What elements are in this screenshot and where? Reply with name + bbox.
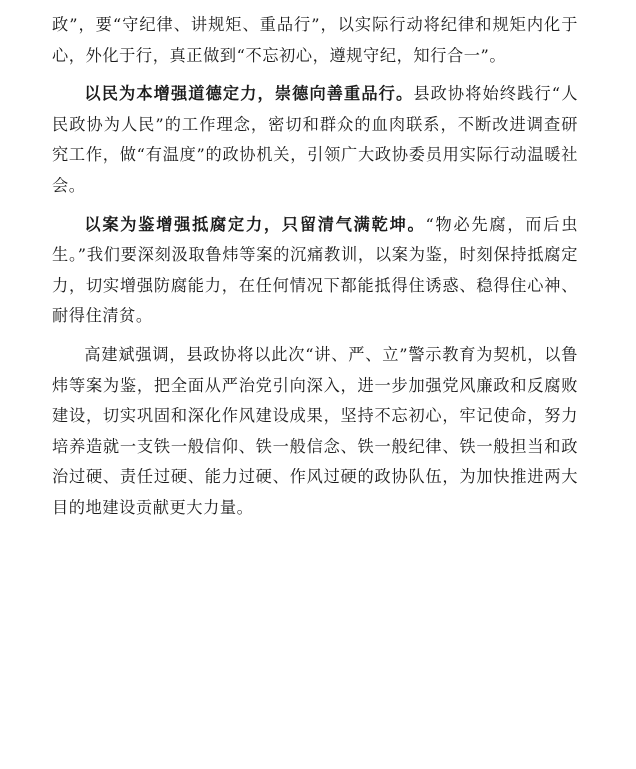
document-page — [52, 10, 578, 524]
paragraph-3-text: “物必先腐，而后虫生。”我们要深刻汲取鲁炜等案的沉痛教训，以案为鉴，时刻保持抵腐定力，切实增强防腐能力，在任何情况下都能抵得住诱惑、稳得住心神、耐得住清贫。 — [52, 214, 578, 326]
paragraph-3 — [52, 210, 578, 332]
paragraph-4 — [52, 340, 578, 524]
paragraph-4-text: 高建斌强调，县政协将以此次“讲、严、立”警示教育为契机，以鲁炜等案为鉴，把全面从严治党引向深入，进一步加强党风廉政和反腐败建设，切实巩固和深化作风建设成果，坚持不忘初心，牢记使命，努力培养造就一支铁一般信仰、铁一般信念、铁一般纪律、铁一般担当和政治过硬、责任过硬、能力过硬、作风过硬的政协队伍，为加快推进两大目的地建设贡献更大力量。 — [52, 344, 578, 517]
paragraph-1-text: 政”，要“守纪律、讲规矩、重品行”，以实际行动将纪律和规矩内化于心，外化于行，真正做到“不忘初心，遵规守纪，知行合一”。 — [52, 15, 578, 65]
paragraph-2 — [52, 79, 578, 201]
paragraph-3-lead: 以案为鉴增强抵腐定力，只留清气满乾坤。 — [84, 214, 426, 234]
paragraph-1 — [52, 10, 578, 71]
paragraph-2-lead: 以民为本增强道德定力，崇德向善重品行。 — [84, 84, 414, 104]
paragraph-2-text: 县政协将始终践行“人民政协为人民”的工作理念，密切和群众的血肉联系，不断改进调查研究工作，做“有温度”的政协机关，引领广大政协委员用实际行动温暖社会。 — [52, 84, 578, 195]
